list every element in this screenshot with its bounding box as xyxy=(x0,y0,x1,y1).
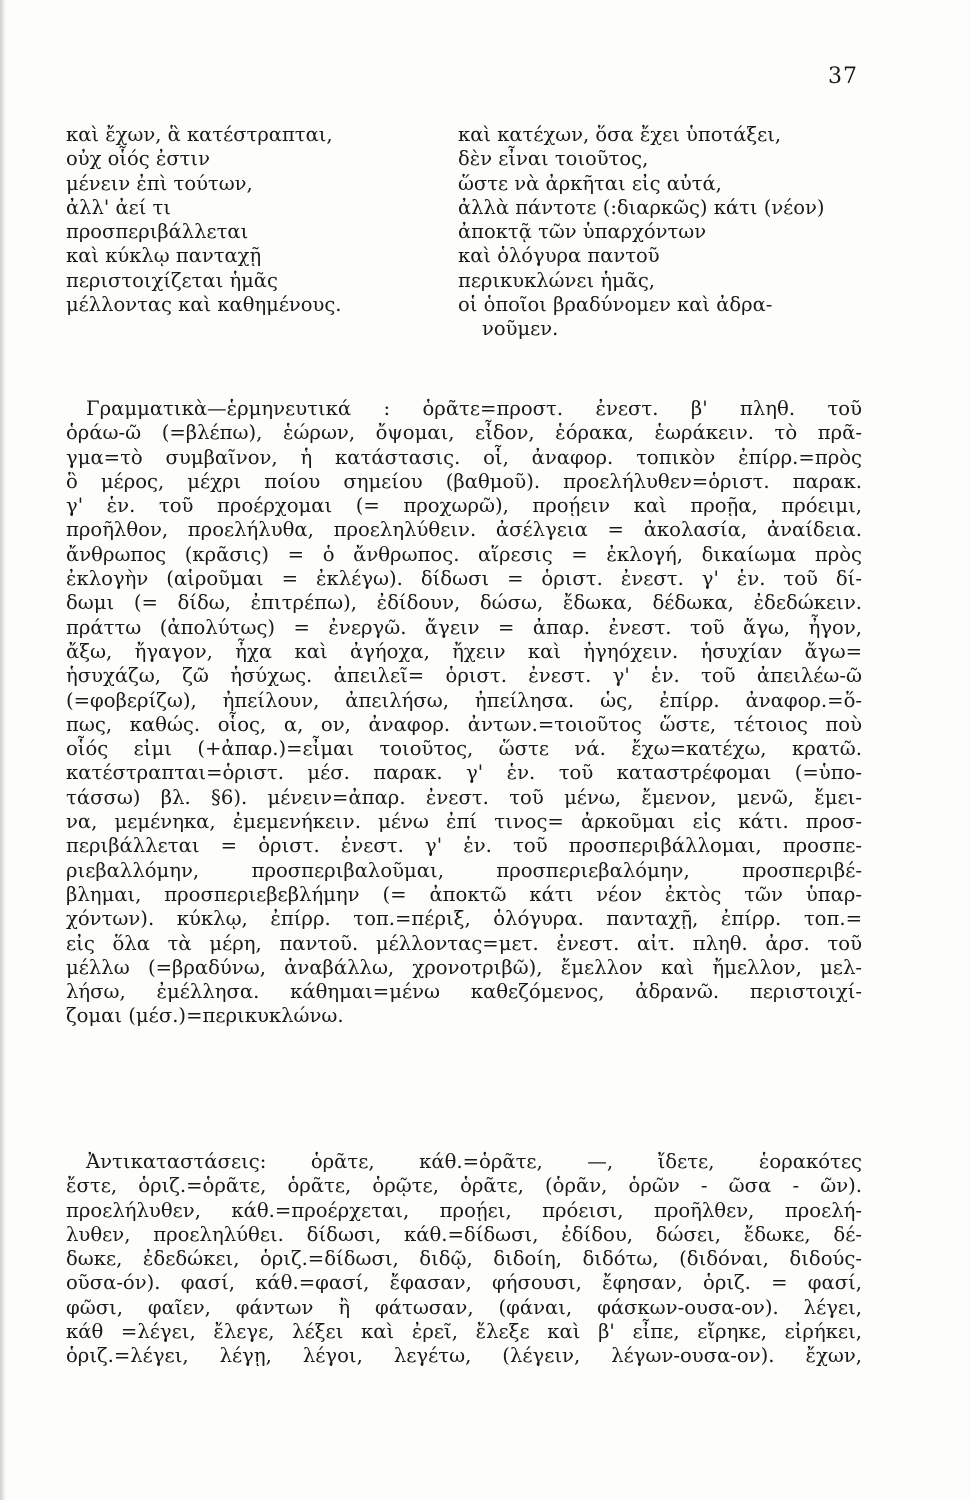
grammar-line: εἰς ὅλα τὰ μέρη, παντοῦ. μέλλοντας=μετ. ἐνεστ. αἰτ. πληθ. ἀρσ. τοῦ xyxy=(66,931,862,955)
translation-line: ἀλλὰ πάντοτε (:διαρκῶς) κάτι (νέον) xyxy=(458,195,825,219)
grammar-line: προῆλθον, προελήλυθα, προεληλύθειν. ἀσέλγεια = ἀκολασία, ἀναίδεια. xyxy=(66,518,862,542)
grammar-line: να, μεμένηκα, ἐμεμενήκειν. μένω ἐπί τινος= ἀρκοῦμαι εἰς κάτι. προσ- xyxy=(66,810,862,834)
substitution-line: οῦσα-όν). φασί, κάθ.=φασί, ἔφασαν, φήσουσι, ἔφησαν, ὁριζ. = φασί, xyxy=(66,1271,862,1295)
grammar-line: δωμι (= δίδω, ἐπιτρέπω), ἐδίδουν, δώσω, ἔδωκα, δέδωκα, ἐδεδώκειν. xyxy=(66,591,862,615)
grammar-line: (=φοβερίζω), ἠπείλουν, ἀπειλήσω, ἠπείλησα. ὡς, ἐπίρρ. ἀναφορ.=ὅ- xyxy=(66,688,862,712)
verse-line: περιστοιχίζεται ἡμᾶς xyxy=(66,268,278,292)
translation-line: περικυκλώνει ἡμᾶς, xyxy=(458,268,655,292)
grammar-line: πως, καθώς. οἷος, α, ον, ἀναφορ. ἀντων.=τοιοῦτος ὥστε, τέτοιος ποὺ xyxy=(66,712,862,736)
substitutions-paragraph xyxy=(66,1150,862,1369)
grammar-line: τάσσω) βλ. §6). μένειν=ἀπαρ. ἐνεστ. τοῦ μένω, ἔμενον, μενῶ, ἔμει- xyxy=(66,785,862,809)
substitution-line: φῶσι, φαῖεν, φάντων ἢ φάτωσαν, (φάναι, φάσκων-ουσα-ον). λέγει, xyxy=(66,1295,862,1319)
grammar-line: ἡσυχάζω, ζῶ ἡσύχως. ἀπειλεῖ= ὁριστ. ἐνεστ. γ' ἑν. τοῦ ἀπειλέω-ῶ xyxy=(66,664,862,688)
page-binding-edge xyxy=(0,0,6,1500)
grammar-line: ὃ μέρος, μέχρι ποίου σημείου (βαθμοῦ). προελήλυθεν=ὁριστ. παρακ. xyxy=(66,469,862,493)
grammar-line: οἷός εἰμι (+ἀπαρ.)=εἶμαι τοιοῦτος, ὥστε νά. ἔχω=κατέχω, κρατῶ. xyxy=(66,737,862,761)
translation-line: ἀποκτᾷ τῶν ὑπαρχόντων xyxy=(458,220,707,244)
grammar-line: περιβάλλεται = ὁριστ. ἐνεστ. γ' ἑν. τοῦ προσπεριβάλλομαι, προσπε- xyxy=(66,834,862,858)
translation-line: οἱ ὁποῖοι βραδύνομεν καὶ ἀδρα- xyxy=(458,293,773,317)
grammar-line: μέλλω (=βραδύνω, ἀναβάλλω, χρονοτριβῶ), ἔμελλον καὶ ἤμελλον, μελ- xyxy=(66,955,862,979)
translation-line: καὶ ὁλόγυρα παντοῦ xyxy=(458,244,660,268)
translation-line: νοῦμεν. xyxy=(482,317,559,341)
grammar-line: λήσω, ἐμέλλησα. κάθημαι=μένω καθεζόμενος, ἀδρανῶ. περιστοιχί- xyxy=(66,980,862,1004)
grammar-line: γ' ἑν. τοῦ προέρχομαι (= προχωρῶ), προῄειν καὶ προῇα, πρόειμι, xyxy=(66,494,862,518)
grammar-line: βλημαι, προσπεριεβεβλήμην (= ἀποκτῶ κάτι νέον ἐκτὸς τῶν ὑπαρ- xyxy=(66,882,862,906)
grammar-line: Γραμματικὰ—ἑρμηνευτικά : ὁρᾶτε=προστ. ἐνεστ. β' πληθ. τοῦ xyxy=(86,397,862,420)
verse-line: καὶ ἔχων, ἃ κατέστραπται, xyxy=(66,123,333,146)
grammar-line: ἄξω, ἤγαγον, ἦχα καὶ ἀγήοχα, ἤχειν καὶ ἠγηόχειν. ἡσυχίαν ἄγω= xyxy=(66,639,862,663)
substitution-line: κάθ =λέγει, ἔλεγε, λέξει καὶ ἐρεῖ, ἔλεξε καὶ β' εἶπε, εἴρηκε, εἰρήκει, xyxy=(66,1320,862,1344)
translation-line: ὥστε νὰ ἀρκῆται εἰς αὐτά, xyxy=(458,171,722,195)
grammar-line: ριεβαλλόμην, προσπεριβαλοῦμαι, προσπεριεβαλόμην, προσπεριβέ- xyxy=(66,858,862,882)
substitution-line: δωκε, ἐδεδώκει, ὁριζ.=δίδωσι, διδῷ, διδοίη, διδότω, (διδόναι, διδούς- xyxy=(66,1247,862,1271)
verse-line: μένειν ἐπὶ τούτων, xyxy=(66,171,253,195)
verse-line: προσπεριβάλλεται xyxy=(66,220,249,244)
grammar-line: ἄνθρωπος (κρᾶσις) = ὁ ἄνθρωπος. αἵρεσις = ἐκλογή, δικαίωμα πρὸς xyxy=(66,542,862,566)
substitution-line: προελήλυθεν, κάθ.=προέρχεται, προῄει, πρόεισι, προῆλθεν, προελή- xyxy=(66,1198,862,1222)
grammar-line: χόντων). κύκλῳ, ἐπίρρ. τοπ.=πέριξ, ὁλόγυρα. πανταχῇ, ἐπίρρ. τοπ.= xyxy=(66,907,862,931)
grammar-line: ὁράω-ῶ (=βλέπω), ἑώρων, ὄψομαι, εἶδον, ἑόρακα, ἑωράκειν. τὸ πρᾶ- xyxy=(66,421,862,445)
verse-line: οὐχ οἷός ἐστιν xyxy=(66,147,210,171)
grammar-line: κατέστραπται=ὁριστ. μέσ. παρακ. γ' ἑν. τοῦ καταστρέφομαι (=ὑπο- xyxy=(66,761,862,785)
verse-line: ἀλλ' ἀεί τι xyxy=(66,195,171,219)
translation-line: δὲν εἶναι τοιοῦτος, xyxy=(458,147,649,171)
substitution-line: ἔστε, ὁριζ.=ὁρᾶτε, ὁρᾶτε, ὁρῷτε, ὁρᾶτε, (ὁρᾶν, ὁρῶν - ῶσα - ῶν). xyxy=(66,1174,862,1198)
grammar-line: γμα=τὸ συμβαῖνον, ἡ κατάστασις. οἷ, ἀναφορ. τοπικὸν ἐπίρρ.=πρὸς xyxy=(66,445,862,469)
grammar-line: πράττω (ἀπολύτως) = ἐνεργῶ. ἄγειν = ἀπαρ. ἐνεστ. τοῦ ἄγω, ἦγον, xyxy=(66,615,862,639)
verse-line: μέλλοντας καὶ καθημένους. xyxy=(66,293,342,317)
page-number: 37 xyxy=(828,64,858,89)
substitution-line: Ἀντικαταστάσεις: ὁρᾶτε, κάθ.=ὁρᾶτε, —, ἴδετε, ἑορακότες xyxy=(86,1150,862,1173)
substitution-line: λυθεν, προεληλύθει. δίδωσι, κάθ.=δίδωσι, ἐδίδου, δώσει, ἔδωκε, δέ- xyxy=(66,1222,862,1246)
grammar-line: ἐκλογὴν (αἱροῦμαι = ἐκλέγω). δίδωσι = ὁριστ. ἐνεστ. γ' ἑν. τοῦ δί- xyxy=(66,567,862,591)
verse-line: καὶ κύκλῳ πανταχῇ xyxy=(66,244,262,268)
grammar-line: ζομαι (μέσ.)=περικυκλώνω. xyxy=(66,1004,344,1028)
translation-line: καὶ κατέχων, ὅσα ἔχει ὑποτάξει, xyxy=(458,123,782,146)
original-text-column xyxy=(66,123,342,317)
grammar-notes-paragraph xyxy=(66,397,862,1029)
translation-column xyxy=(458,123,824,342)
substitution-line: ὁριζ.=λέγει, λέγῃ, λέγοι, λεγέτω, (λέγειν, λέγων-ουσα-ον). ἔχων, xyxy=(66,1344,862,1368)
